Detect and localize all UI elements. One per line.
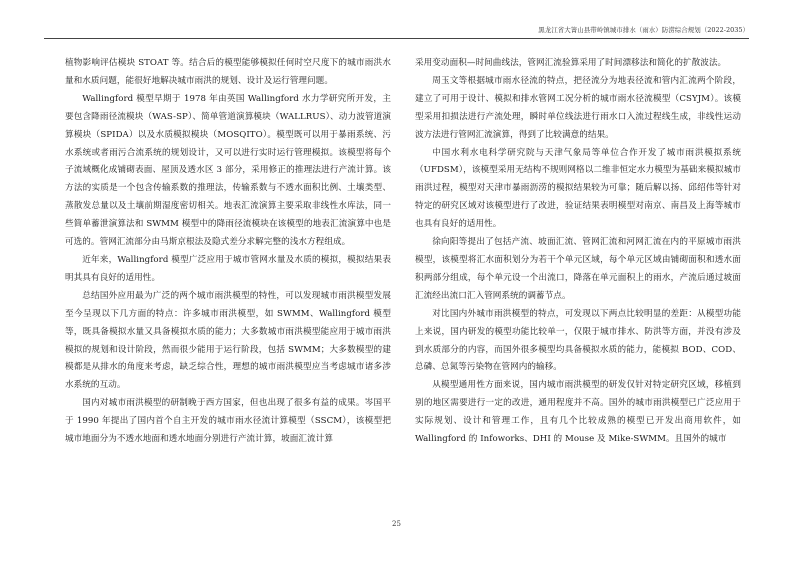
paragraph: 对比国内外城市雨洪模型的特点，可发现以下两点比较明显的差距：从模型功能上来说，国内研发的模型功能比较单一，仅限于城市排水、防洪等方面，并没有涉及到水质部分的内容，而国外很多模型均具备模拟水质的能力，能模拟 BOD、COD、总磷、总氮等污染物在管网内的输移。 <box>415 308 741 373</box>
paragraph: 总结国外应用最为广泛的两个城市雨洪模型的特性，可以发现城市雨洪模型发展至今呈现以下几方面的特点：许多城市雨洪模型，如 SWMM、Wallingford 模型等，既具备模拟水量又具备模拟水质的能力；大多数城市雨洪模型能应用于城市雨洪模拟的规划和设计阶段，然而很少能用于运行阶段，包括 SWMM；大多数模型的建模都是从排水的角度来考虑，缺乏综合性，理想的城市雨洪模型应当考虑城市诸多涉水系统的互动。 <box>65 290 391 391</box>
paragraph: 从模型通用性方面来说，国内城市雨洪模型的研发仅针对特定研究区域，移植到别的地区需要进行一定的改进，通用程度并不高。国外的城市雨洪模型已广泛应用于实际规划、设计和管理工作，且有几个比较成熟的模型已开发出商用软件，如 Wallingford 的 Infoworks、DHI 的 Mouse 及 Mike-SWMM。且国外的城市 <box>415 380 741 445</box>
page-number: 25 <box>392 520 401 528</box>
paragraph: 中国水利水电科学研究院与天津气象局等单位合作开发了城市雨洪模拟系统（UFDSM），该模型采用无结构不规则网格以二维非恒定水力模型为基础来模拟城市雨洪过程，模型对天津市暴雨沥涝的模拟结果较为可靠；随后解以扬、邱绍伟等针对特定的研究区域对该模型进行了改进，验证结果表明模型对南京、南昌及上海等城市也具有良好的适用性。 <box>415 147 741 230</box>
left-column <box>65 55 391 505</box>
paragraph: 国内对城市雨洪模型的研制晚于西方国家，但也出现了很多有益的成果。岑国平于 1990 年提出了国内首个自主开发的城市雨水径流计算模型（SSCM），该模型把城市地面分为不透水地面和透水地面分别进行产流计算，坡面汇流计算 <box>65 398 391 445</box>
paragraph: 采用变动面积—时间曲线法，管网汇流验算采用了时间漂移法和简化的扩散波法。 <box>415 58 727 68</box>
paragraph: 近年来，Wallingford 模型广泛应用于城市管网水量及水质的模拟，模拟结果表明其具有良好的适用性。 <box>65 254 391 283</box>
page-header: 黑龙江省大箐山县带岭镇城市排水（雨水）防涝综合规划（2022-2035） <box>538 26 749 34</box>
paragraph: Wallingford 模型早期于 1978 年由英国 Wallingford 水力学研究所开发，主要包含降雨径流模块（WAS-SP）、简单管道演算模块（WALLRUS）、动力波管道演算模块（SPIDA）以及水质模拟模块（MOSQITO）。模型既可以用于暴雨系统、污水系统或者雨污合流系统的规划设计，又可以进行实时运行管理模拟。该模型将每个子流域概化成铺砌表面、屋顶及透水区 3 部分，采用修正的推理法进行产流计算。该方法的实质是一个包含传输系数的推理法，传输系数与不透水面积比例、土壤类型、蒸散发总量以及土壤前期湿度密切相关。地表汇流演算主要采取非线性水库法，同一些简单蓄泄演算法和 SWMM 模型中的降雨径流模块在该模型的地表汇流演算中也是可选的。管网汇流部分由马斯京根法及隐式差分求解完整的浅水方程组成。 <box>65 93 391 248</box>
paragraph: 徐向阳等提出了包括产流、坡面汇流、管网汇流和河网汇流在内的平原城市雨洪模型，该模型将汇水面积划分为若干个单元区域，每个单元区域由铺砌面积和透水面积两部分组成，每个单元设一个出流口，降落在单元面积上的雨水，产流后通过坡面汇流经出流口汇入管网系统的调蓄节点。 <box>415 237 741 301</box>
right-column <box>415 55 741 505</box>
paragraph: 植物影响评估模块 STOAT 等。结合后的模型能够模拟任何时空尺度下的城市雨洪水量和水质问题，能很好地解决城市雨洪的规划、设计及运行管理问题。 <box>65 58 391 86</box>
header-divider <box>44 38 749 39</box>
paragraph: 周玉文等根据城市雨水径流的特点，把径流分为地表径流和管内汇流两个阶段，建立了可用于设计、模拟和排水管网工况分析的城市雨水径流模型（CSYJM）。该模型采用扣损法进行产流处理，瞬时单位线法进行雨水口入流过程线生成，非线性运动波方法进行管网汇流演算，得到了比较满意的结果。 <box>415 75 741 140</box>
